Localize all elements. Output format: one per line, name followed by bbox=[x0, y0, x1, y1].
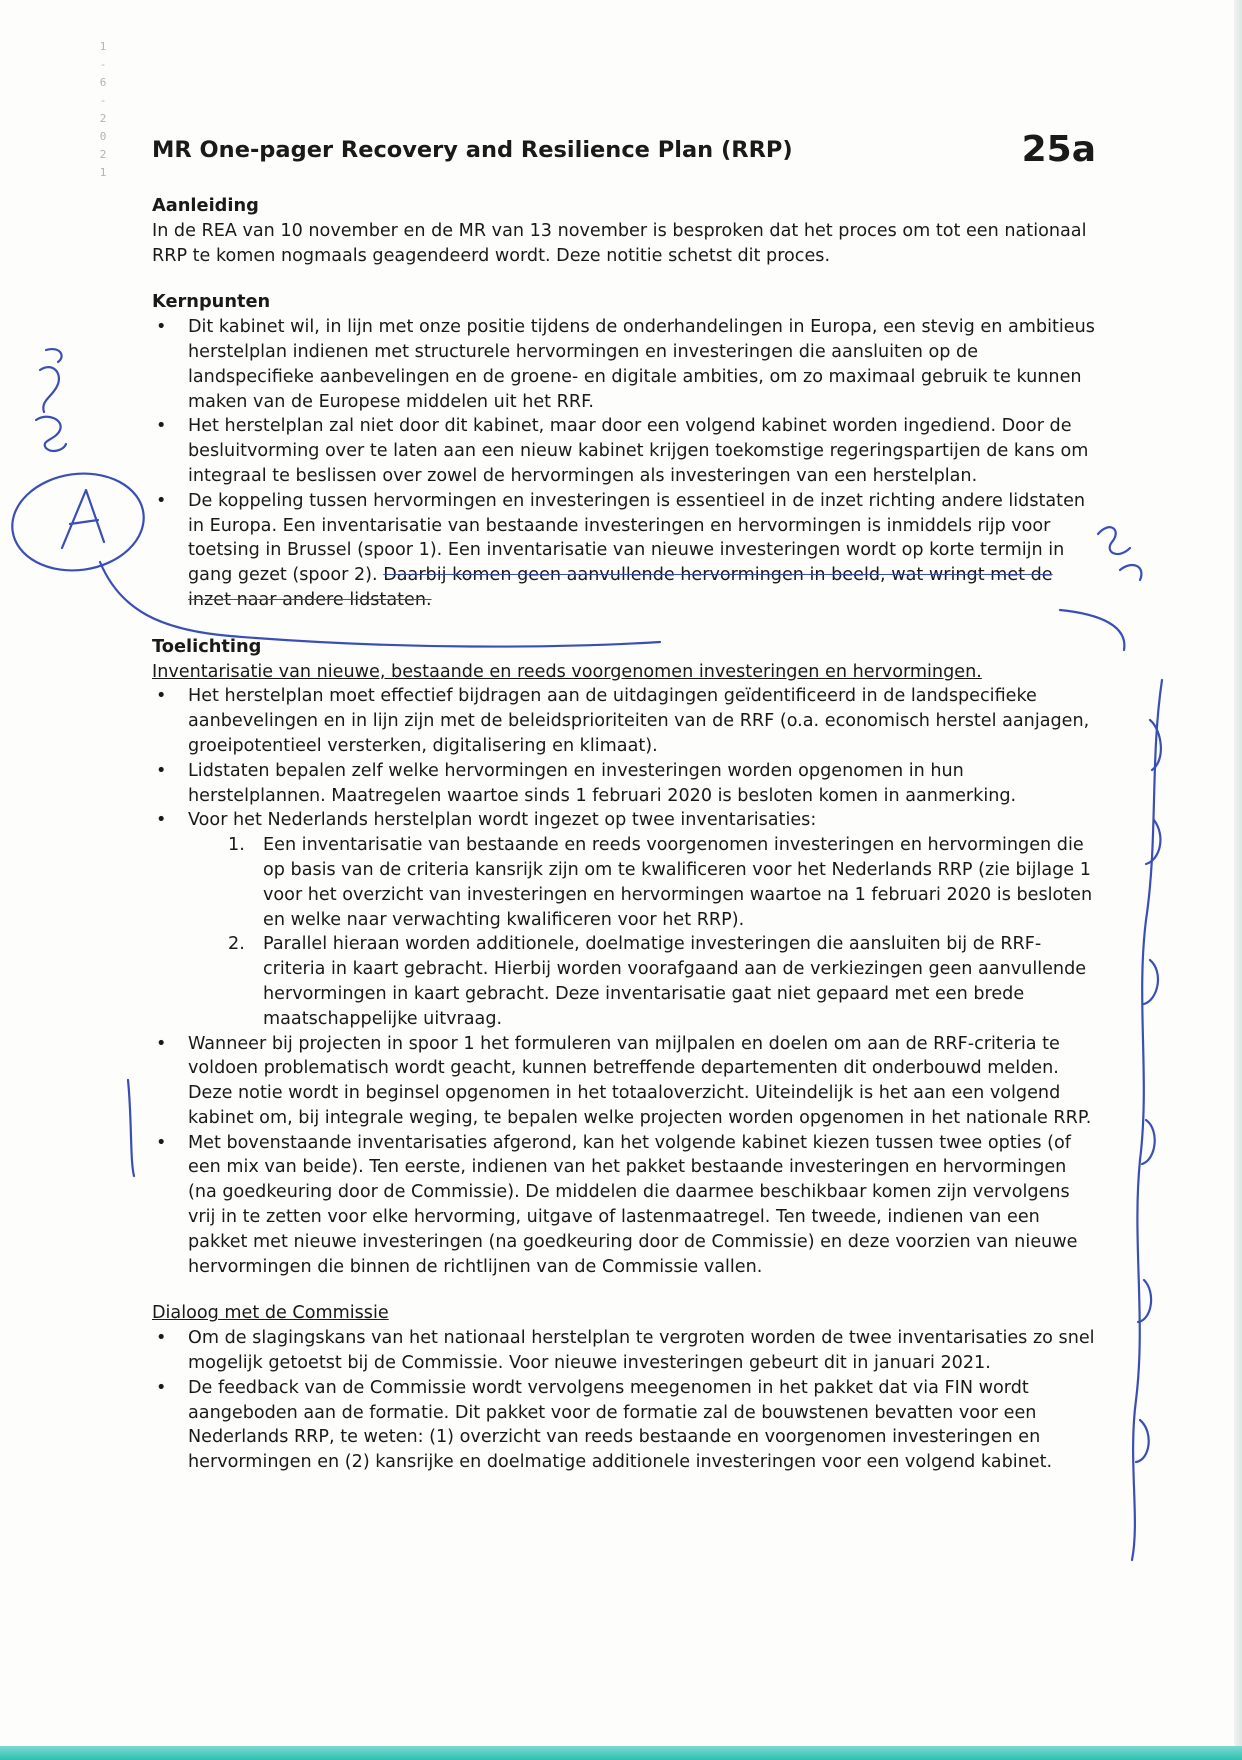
list-item: • Het herstelplan zal niet door dit kabinet, maar door een volgend kabinet worden ingediend. Door de besluitvorming over te laten aan een nieuw kabinet krijgen toekomstige regeringspartijen de kans om integraal te beslissen over zowel de hervormingen als investeringen van een herstelplan. bbox=[152, 414, 1096, 488]
item-number: 2. bbox=[228, 934, 245, 955]
margin-note bbox=[1136, 720, 1161, 1462]
section-heading: Toelichting bbox=[152, 635, 262, 657]
circled-letter bbox=[62, 490, 104, 548]
item-number: 1. bbox=[228, 835, 245, 856]
list-item-text: Voor het Nederlands herstelplan wordt ingezet op twee inventarisaties: bbox=[188, 810, 817, 831]
list-item: • Dit kabinet wil, in lijn met onze positie tijdens de onderhandelingen in Europa, een stevig en ambitieus herstelplan indienen met structurele hervormingen en investeringen die aansluiten op de landspecifieke aanbevelingen en de groene- en digitale ambities, om zo maximaal gebruik te kunnen maken van de Europese middelen uit het RRF. bbox=[152, 315, 1096, 414]
page-title: MR One-pager Recovery and Resilience Plan (RRP) bbox=[152, 137, 793, 163]
bullet-list bbox=[152, 1326, 1096, 1475]
margin-note bbox=[1132, 680, 1162, 1560]
stamp-char: - bbox=[99, 58, 107, 71]
section-heading: Aanleiding bbox=[152, 195, 259, 216]
item-text: Een inventarisatie van bestaande en reeds voorgenomen investeringen en hervormingen die op basis van de criteria kansrijk zijn om te kwalificeren voor het Nederlands RRP (zie bijlage 1 voor het overzicht van investeringen en hervormingen waartoe na 1 februari 2020 is besloten en welke naar verwachting kwalificeren voor het RRP). bbox=[263, 835, 1093, 930]
bullet-list bbox=[152, 684, 1096, 1279]
stamp-char: 1 bbox=[99, 166, 107, 179]
subheading: Dialoog met de Commissie bbox=[152, 1303, 389, 1324]
numbered-list bbox=[188, 833, 1096, 1031]
list-item: • Om de slagingskans van het nationaal herstelplan te vergroten worden de twee inventarisaties zo snel mogelijk getoetst bij de Commissie. Voor nieuwe investeringen gebeurt dit in januari 2021. bbox=[152, 1326, 1096, 1376]
section-aanleiding bbox=[152, 194, 1096, 268]
list-item: • Lidstaten bepalen zelf welke hervormingen en investeringen worden opgenomen in hun herstelplannen. Maatregelen waartoe sinds 1 februari 2020 is besloten komen in aanmerking. bbox=[152, 759, 1096, 809]
bullet-list bbox=[152, 315, 1096, 613]
circled-mark bbox=[6, 465, 150, 578]
stamp-char: 6 bbox=[99, 76, 107, 89]
date-stamp bbox=[92, 38, 114, 182]
subheading: Inventarisatie van nieuwe, bestaande en reeds voorgenomen investeringen en hervormingen. bbox=[152, 661, 982, 682]
list-item: • Wanneer bij projecten in spoor 1 het formuleren van mijlpalen en doelen om aan de RRF-criteria te voldoen problematisch wordt geacht, kunnen betreffende departementen dit onderbouwd melden. Deze notie wordt in beginsel opgenomen in het totaaloverzicht. Uiteindelijk is het aan een volgend kabinet om, bij integrale weging, te bepalen welke projecten worden opgenomen in het nationale RRP. bbox=[152, 1032, 1096, 1131]
list-item: • Met bovenstaande inventarisaties afgerond, kan het volgende kabinet kiezen tussen twee opties (of een mix van beide). Ten eerste, indienen van het pakket bestaande investeringen en hervormingen (na goedkeuring door de Commissie). De middelen die daarmee beschikbaar komen zijn vervolgens vrij in te zetten voor elke hervorming, uitgave of lastenmaatregel. Ten tweede, indienen van een pakket met nieuwe investeringen (na goedkeuring door de Commissie) en deze voorzien van nieuwe hervormingen die binnen de richtlijnen van de Commissie vallen. bbox=[152, 1131, 1096, 1280]
stamp-char: 0 bbox=[99, 130, 107, 143]
numbered-item bbox=[188, 833, 1096, 932]
margin-mark bbox=[1098, 527, 1130, 554]
stamp-char: 2 bbox=[99, 148, 107, 161]
section-dialoog bbox=[152, 1301, 1096, 1475]
margin-scribble bbox=[40, 349, 62, 412]
list-item: • Het herstelplan moet effectief bijdragen aan de uitdagingen geïdentificeerd in de landspecifieke aanbevelingen en in lijn zijn met de beleidsprioriteiten van de RRF (o.a. economisch herstel aanjagen, groeipotentieel versterken, digitalisering en klimaat). bbox=[152, 684, 1096, 758]
stamp-char: 2 bbox=[99, 112, 107, 125]
list-item bbox=[152, 489, 1096, 613]
list-item: • De feedback van de Commissie wordt vervolgens meegenomen in het pakket dat via FIN wordt aangeboden aan de formatie. Dit pakket voor de formatie zal de bouwstenen bevatten voor een Nederlands RRP, te weten: (1) overzicht van reeds bestaande en voorgenomen investeringen en hervormingen en (2) kansrijke en doelmatige additionele investeringen voor een volgend kabinet. bbox=[152, 1376, 1096, 1475]
section-kernpunten bbox=[152, 290, 1096, 612]
list-item bbox=[152, 808, 1096, 1031]
section-heading: Kernpunten bbox=[152, 291, 271, 313]
section-toelichting bbox=[152, 635, 1096, 1280]
item-text: Parallel hieraan worden additionele, doelmatige investeringen die aansluiten bij de RRF-criteria in kaart gebracht. Hierbij worden voorafgaand aan de verkiezingen geen aanvullende hervormingen in kaart gebracht. Deze inventarisatie gaat niet gepaard met een brede maatschappelijke uitvraag. bbox=[263, 934, 1087, 1029]
title-row bbox=[152, 128, 1096, 172]
margin-scribble bbox=[36, 417, 66, 451]
margin-bar bbox=[128, 1080, 134, 1176]
margin-mark bbox=[1120, 565, 1141, 580]
list-item-text: De koppeling tussen hervormingen en investeringen is essentieel in de inzet richting andere lidstaten in Europa. Een inventarisatie van bestaande investeringen en hervormingen is inmiddels rijp voor toetsing in Brussel (spoor 1). Een inventarisatie van nieuwe investeringen wordt op korte termijn in gang gezet (spoor 2). bbox=[188, 490, 1086, 586]
document-number: 25a bbox=[1021, 129, 1096, 170]
stamp-char: 1 bbox=[99, 40, 107, 53]
paragraph: In de REA van 10 november en de MR van 13 november is besproken dat het proces om tot een nationaal RRP te komen nogmaals geagendeerd wordt. Deze notitie schetst dit proces. bbox=[152, 220, 1087, 266]
numbered-item bbox=[188, 932, 1096, 1031]
struck-text: Daarbij komen geen aanvullende hervormingen in beeld, wat wringt met de inzet naar andere lidstaten. bbox=[188, 565, 1053, 610]
stamp-char: - bbox=[99, 94, 107, 107]
page-edge bbox=[1234, 0, 1242, 1760]
scan-band bbox=[0, 1746, 1242, 1760]
document-body bbox=[152, 128, 1096, 1475]
